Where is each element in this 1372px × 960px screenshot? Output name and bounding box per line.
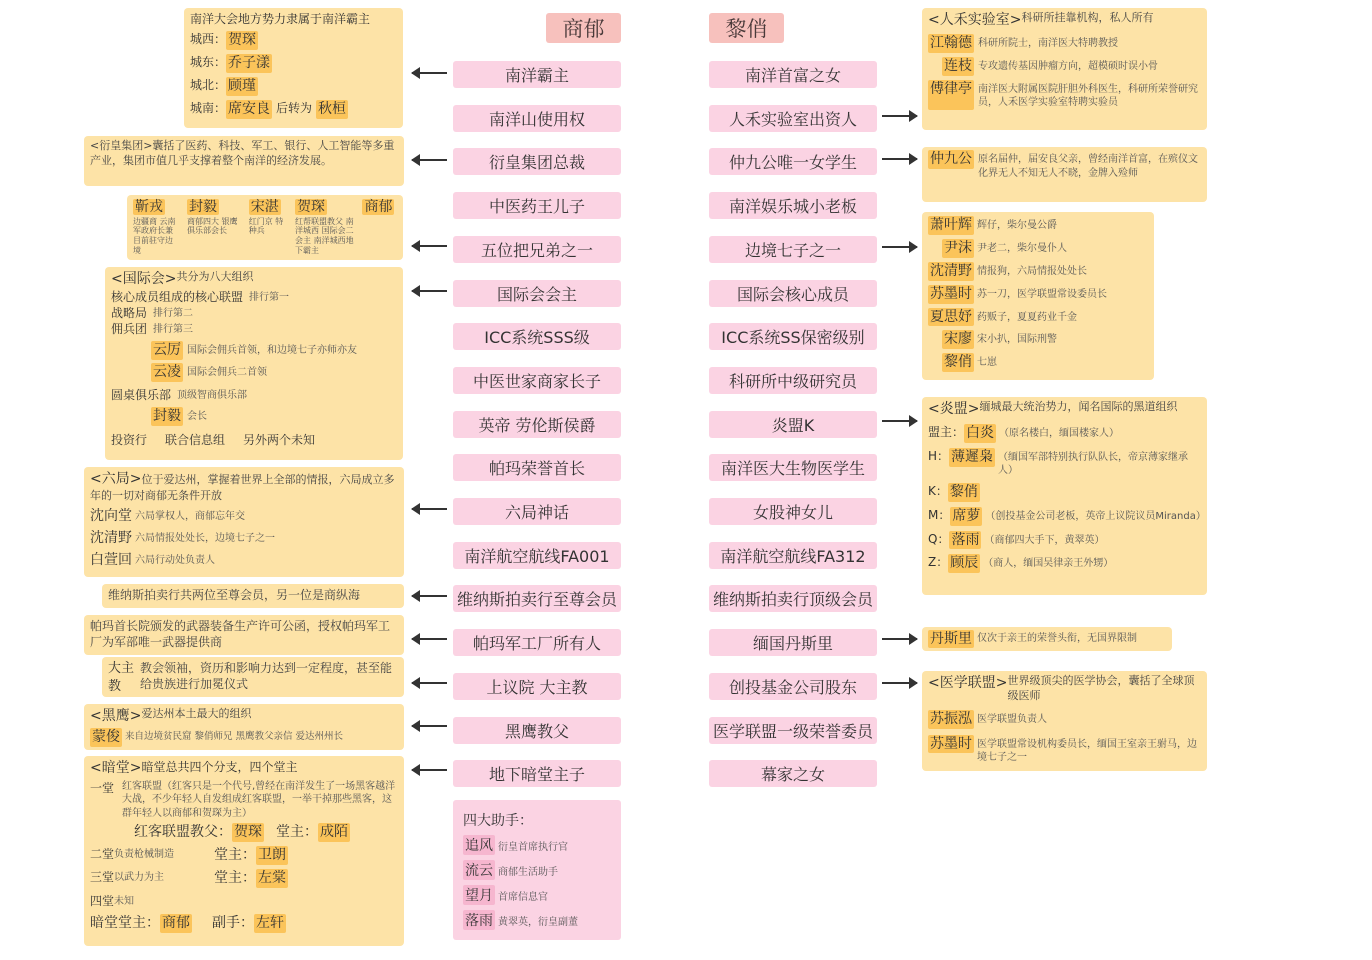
dansili-note: 仅次于亲王的荣誉头衔，无国界限制 [977,633,1137,645]
li-qiao-identity: ICC系统SS保密级别 [709,323,877,350]
qizi-person: 苏墨时 [930,285,972,302]
nanyang-title: 南洋大会地方势力隶属于南洋霸主 [190,12,371,26]
antang-key: 红客联盟教父： [134,824,232,841]
brothers-box [127,195,403,260]
guoji-row [111,289,397,305]
renhe-row [928,34,1201,53]
brother-note: 边疆商 云南军政府长兼 目前驻守边境 [133,216,176,255]
liuju-header [90,470,398,504]
li-qiao-identity: 缅国丹斯里 [709,629,877,656]
guoji-note: 顶级智商俱乐部 [177,390,248,402]
arrow-left [412,595,447,597]
zhongjiu-person: 仲九公 [930,151,972,167]
helper-row [463,835,611,855]
antang-desc: 暗堂总共四个分支，四个堂主 [141,760,298,774]
liuju-person: 白萱回 [90,551,132,568]
pama-box: 帕玛首长院颁发的武器装备生产许可公函，授权帕玛军工厂为军部唯一武器提供商 [84,615,404,655]
yanmeng-row [928,554,1201,573]
antang-person: 卫朗 [258,847,287,864]
yanmeng-row [928,448,1201,478]
nanyang-value: 秋桓 [318,100,347,117]
arrow-right [882,246,917,248]
qizi-person: 夏思妤 [930,308,972,325]
li-qiao-identity: 创投基金公司股东 [709,673,877,700]
shang-yu-identity: 衍皇集团总裁 [453,148,621,175]
helper-name: 流云 [463,860,495,880]
antang-title: <暗堂> [90,760,142,776]
renhe-lab-box [922,8,1207,130]
qizi-note: 尹老二，柴尔曼仆人 [977,242,1067,254]
antang-person: 商郁 [162,915,190,932]
antang-person: 成陌 [320,824,348,841]
qizi-row [928,262,1148,281]
bishop-value: 教会领袖，资历和影响力达到一定程度，甚至能给贵族进行加冕仪式 [139,661,392,692]
qizi-person: 沈清野 [930,262,972,279]
yixue-desc: 世界级顶尖的医学协会，囊括了全球顶级医师 [1007,674,1195,702]
renhe-row [928,80,1201,110]
qizi-note: 情报狗，六局情报处处长 [977,265,1087,277]
helpers-box [453,800,621,940]
brother-name: 宋湛 [250,199,279,215]
qizi-note: 宋小扒，国际刑警 [977,334,1057,346]
heiying-desc: 爱达州本土最大的组织 [141,707,252,720]
antang-row [90,846,398,865]
helper-role: 衍皇首席执行官 [498,842,568,853]
brother-item [187,198,241,257]
nanyang-key: 城北： [190,77,227,92]
guoji-key: 投资行 [111,433,148,448]
antang-person: 左棠 [258,870,287,887]
dansili-box [922,627,1172,651]
li-qiao-identity: 边境七子之一 [709,236,877,263]
yanmeng-row [928,483,1201,502]
guoji-key: 联合信息组 [165,433,226,448]
arrow-left [412,769,447,771]
dansili-title: 丹斯里 [930,630,972,647]
antang-row [90,780,398,821]
renhe-note: 科研所院士，南洋医大特聘教授 [978,37,1118,49]
brother-item [362,198,397,257]
brother-note: 红帮联盟教父 南洋城西 国际会二会主 南洋城西地下霸主 [295,216,354,255]
yanmeng-note: （原名楼白，缅国楼家人） [999,427,1120,439]
guoji-key: 核心成员组成的核心联盟 [111,289,244,304]
yanmeng-code: H： [928,448,950,463]
brother-note: 红门京 特种兵 [248,216,284,236]
antang-row [90,869,398,888]
helper-name: 追风 [463,835,495,855]
yanmeng-title: <炎盟> [928,401,980,417]
yanmeng-row [928,531,1201,550]
antang-person: 贺琛 [234,824,262,841]
shang-yu-identity: ICC系统SSS级 [453,323,621,350]
helper-role: 首席信息官 [498,892,548,903]
nanyang-value: 乔子漾 [228,55,271,72]
guoji-person: 封毅 [153,408,181,425]
antang-branch: 二堂 [90,847,115,862]
renhe-person: 连枝 [944,57,972,74]
liuju-note: 六局情报处处长，边境七子之一 [135,532,275,544]
yanmeng-box [922,397,1207,595]
guoji-key: 战略局 [111,306,148,321]
yanmeng-note: （商人，缅国吴律亲王外甥） [983,558,1114,570]
heiying-row [90,728,398,747]
li-qiao-identity: 女股神女儿 [709,498,877,525]
yixue-person: 苏墨时 [930,735,972,752]
nanyang-row [190,54,397,73]
zhongjiu-note: 原名届仲，届安良父亲，曾经南洋首富，在殡仪文化界无人不知无人不晓，金牌入殓师 [978,154,1198,179]
guoji-sub: 共分为八大组织 [176,270,254,283]
liuju-title: <六局> [90,471,142,487]
helper-row [463,885,611,905]
shang-yu-identity: 中医世家商家长子 [453,367,621,394]
yanmeng-person: 黎俏 [949,483,978,500]
liuju-box [84,467,404,577]
li-qiao-identity: 幕家之女 [709,760,877,787]
shang-yu-identity: 六局神话 [453,498,621,525]
yanmeng-code: Q： [928,531,950,546]
shang-yu-identity: 南洋霸主 [453,61,621,88]
venus-box: 维纳斯拍卖行共两位至尊会员，另一位是商纵海 [102,584,404,608]
brother-name: 贺琛 [297,199,326,215]
yanmeng-code: M： [928,507,951,522]
arrow-left [412,159,447,161]
renhe-desc: 科研所挂靠机构，私人所有 [1021,11,1154,24]
qizi-person: 黎俏 [944,354,972,371]
shang-yu-identity: 南洋航空航线FA001 [453,542,621,569]
guoji-title: <国际会> [111,271,177,287]
arrow-left [412,725,447,727]
renhe-person: 傅律亭 [928,80,974,110]
antang-row [90,893,398,909]
antang-key: 副手： [212,915,254,932]
helper-row [463,860,611,880]
heiying-header [90,707,398,726]
antang-branch: 一堂 [90,780,115,795]
shang-yu-identity: 帕玛军工厂所有人 [453,629,621,656]
nanyang-value: 席安良 [228,100,271,117]
guoji-row [111,387,397,403]
qizi-note: 辉仔，柴尔曼公爵 [977,220,1057,231]
helper-name: 望月 [463,885,495,905]
yixue-note: 医学联盟常设机构委员长，缅国王室亲王驸马，边境七子之一 [977,738,1197,764]
yanmeng-note: （商郁四大手下，黄翠英） [984,534,1105,546]
helper-role: 黄翠英，衍皇副董 [498,917,578,928]
li-qiao-identity: 南洋娱乐城小老板 [709,192,877,219]
qizi-row [928,285,1148,304]
antang-branch: 三堂 [90,870,115,885]
yixue-note: 医学联盟负责人 [977,713,1047,725]
shang-yu-identity: 英帝 劳伦斯侯爵 [453,411,621,438]
liuju-desc: 位于爱达州，掌握着世界上全部的情报，六局成立多年的一切对商郁无条件开放 [90,473,395,502]
nanyang-key: 城南： [190,100,227,115]
qizi-row [942,239,1148,258]
renhe-person: 江翰德 [930,34,972,51]
nanyang-value: 贺琛 [228,32,257,49]
li-qiao-identity: 维纳斯拍卖行顶级会员 [709,585,877,612]
qizi-row [928,216,1148,235]
guoji-note: 国际会佣兵首领，和边境七子亦师亦友 [187,345,357,357]
antang-key: 堂主： [276,824,318,841]
yanmeng-code: K： [928,483,948,498]
renhe-title: <人禾实验室> [928,12,1022,28]
brother-item [295,198,354,257]
renhe-note: 专攻遗传基因肿瘤方向，超模硕时误小骨 [978,60,1158,72]
shang-yu-identity: 地下暗堂主子 [453,760,621,787]
liuju-note: 六局行动处负责人 [135,554,215,566]
guoji-key: 佣兵团 [111,322,148,337]
guoji-title-row [111,270,397,289]
guoji-row [151,407,397,426]
yanhuang-group-box: <衍皇集团>囊括了医药、科技、军工、银行、人工智能等多重产业，集团市值几乎支撑着整个南洋的经济发展。 [84,136,404,186]
li-qiao-identity: 南洋首富之女 [709,61,877,88]
guoji-note: 排行第一 [249,291,290,303]
antang-note: 负责枪械制造 [114,849,175,861]
li-qiao-identity: 国际会核心成员 [709,280,877,307]
liuju-note: 六局掌权人，商郁忘年交 [135,510,245,522]
antang-branch: 四堂 [90,894,115,909]
liuju-person: 沈向堂 [90,507,132,524]
guoji-row [151,363,397,382]
qizi-row [942,330,1148,349]
arrow-right [882,115,917,117]
renhe-note: 南洋医大附属医院肝胆外科医生，科研所荣誉研究员，人禾医学实验室特聘实验员 [978,83,1198,109]
arrow-left [412,290,447,292]
helpers-title: 四大助手： [463,813,533,829]
li-qiao-identity: 人禾实验室出资人 [709,105,877,132]
li-qiao-identity: 仲九公唯一女学生 [709,148,877,175]
renhe-row [928,57,1201,76]
guoji-row [111,321,397,337]
yanmeng-row [928,507,1206,526]
shang-yu-identity: 帕玛荣誉首长 [453,454,621,481]
guoji-note: 国际会佣兵二首领 [187,367,267,379]
nanyang-key: 城西： [190,32,227,47]
nanyang-key: 城东： [190,55,227,70]
guoji-box [105,267,403,460]
yanmeng-person: 薄遲枭 [951,448,994,465]
guoji-key: 另外两个未知 [243,433,316,448]
guoji-note: 会长 [187,411,207,423]
shang-yu-identity: 国际会会主 [453,280,621,307]
liuju-row [90,507,398,526]
yanmeng-note: （缅国军部特别执行队队长，帝京薄家继承人） [998,451,1189,477]
renhe-header [928,11,1201,30]
shang-yu-identity: 上议院 大主教 [453,673,621,700]
heiying-note: 来自边境贫民窟 黎俏师兄 黑鹰教父亲信 爱达州州长 [125,730,344,742]
shang-yu-identity: 南洋山使用权 [453,105,621,132]
qizi-person: 萧叶辉 [930,217,972,233]
helper-row [463,910,611,930]
header-li-qiao: 黎俏 [709,13,784,43]
header-shang-yu: 商郁 [546,13,621,43]
arrow-left [412,245,447,247]
arrow-right [882,158,917,160]
brother-name: 封毅 [189,199,218,215]
yanmeng-note: （创投基金公司老板，英帝上议院议员Miranda） [985,510,1206,522]
guoji-person: 云凌 [153,364,181,381]
yixue-title: <医学联盟> [928,675,1008,691]
qizi-person: 尹沫 [944,239,972,256]
brother-item [249,198,287,257]
antang-note: 红客联盟（红客只是一个代号,曾经在南洋发生了一场黑客越洋大战，不少年轻人自发组成红客联盟，一举干掉那些黑客，这群年轻人以商郁和贺琛为主） [122,780,396,819]
seven-sons-box [922,212,1154,380]
heiying-title: <黑鹰> [90,708,142,724]
li-qiao-identity: 科研所中级研究员 [709,367,877,394]
medical-alliance-box [922,671,1207,771]
arrow-right [882,682,917,684]
qizi-note: 苏一刀，医学联盟常设委员长 [977,288,1107,300]
antang-note: 以武力为主 [114,872,165,884]
brother-name: 靳戎 [135,199,163,215]
guoji-key: 圆桌俱乐部 [111,388,172,403]
heiying-box [84,704,404,750]
nanyang-row [190,31,397,50]
qizi-row [928,308,1148,327]
yanmeng-code: 盟主： [928,424,965,439]
shang-yu-identity: 中医药王儿子 [453,192,621,219]
bishop-box [102,657,404,697]
liuju-row [90,551,398,570]
qizi-note: 七崽 [977,357,997,369]
antang-row [134,823,398,842]
guoji-row [151,341,397,360]
guoji-note: 排行第三 [153,324,194,336]
nanyang-value: 顾瑾 [228,77,257,94]
brother-item [133,198,179,257]
antang-key: 堂主： [214,847,257,864]
liuju-row [90,529,398,548]
guoji-row [111,305,397,321]
brother-note: 商郁四大 银鹰俱乐部会长 [187,216,238,236]
qizi-row [942,353,1148,372]
yixue-row [928,735,1201,765]
li-qiao-identity: 医学联盟一级荣誉委员 [709,717,877,744]
yanmeng-header [928,400,1201,419]
nanyang-row [190,77,397,96]
brother-name: 商郁 [364,199,393,215]
bishop-key: 大主教 [108,661,135,694]
yanmeng-person: 席萝 [952,507,981,524]
yanmeng-person: 白炎 [966,424,995,441]
nanyang-assembly-box [184,8,403,128]
yanmeng-desc: 缅城最大统治势力，闻名国际的黑道组织 [979,400,1178,413]
helper-role: 商郁生活助手 [498,867,558,878]
antang-header [90,759,398,778]
guoji-bottom-row [111,432,397,448]
zhongjiu-box [922,147,1207,202]
heiying-person: 蒙俊 [92,728,120,745]
yixue-row [928,710,1201,729]
li-qiao-identity: 炎盟K [709,411,877,438]
arrow-right [882,420,917,422]
guoji-person: 云厉 [153,342,181,359]
shang-yu-identity: 黑鹰教父 [453,717,621,744]
helper-name: 落雨 [463,910,495,930]
yixue-header [928,674,1201,704]
qizi-note: 药贩子，夏夏药业千金 [977,311,1077,323]
antang-key: 暗堂堂主： [90,915,160,932]
arrow-right [882,638,917,640]
li-qiao-identity: 南洋医大生物医学生 [709,454,877,481]
arrow-left [412,638,447,640]
yanmeng-person: 顾辰 [950,555,979,572]
arrow-left [412,72,447,74]
antang-box [84,756,404,946]
arrow-left [412,682,447,684]
antang-person: 左轩 [256,915,284,932]
yixue-person: 苏振泓 [930,710,972,727]
arrow-left [412,508,447,510]
antang-row [90,914,398,933]
li-qiao-identity: 南洋航空航线FA312 [709,542,877,569]
antang-key: 堂主： [214,870,257,887]
guoji-note: 排行第二 [153,308,194,320]
antang-note: 未知 [114,896,135,908]
yanmeng-person: 落雨 [951,531,980,548]
shang-yu-identity: 五位把兄弟之一 [453,236,621,263]
liuju-person: 沈清野 [90,529,132,546]
qizi-person: 宋廖 [944,331,972,348]
nanyang-mid: 后转为 [276,100,313,115]
yanmeng-row [928,424,1201,443]
shang-yu-identity: 维纳斯拍卖行至尊会员 [453,585,621,612]
nanyang-row [190,100,397,119]
yanmeng-code: Z： [928,555,949,570]
